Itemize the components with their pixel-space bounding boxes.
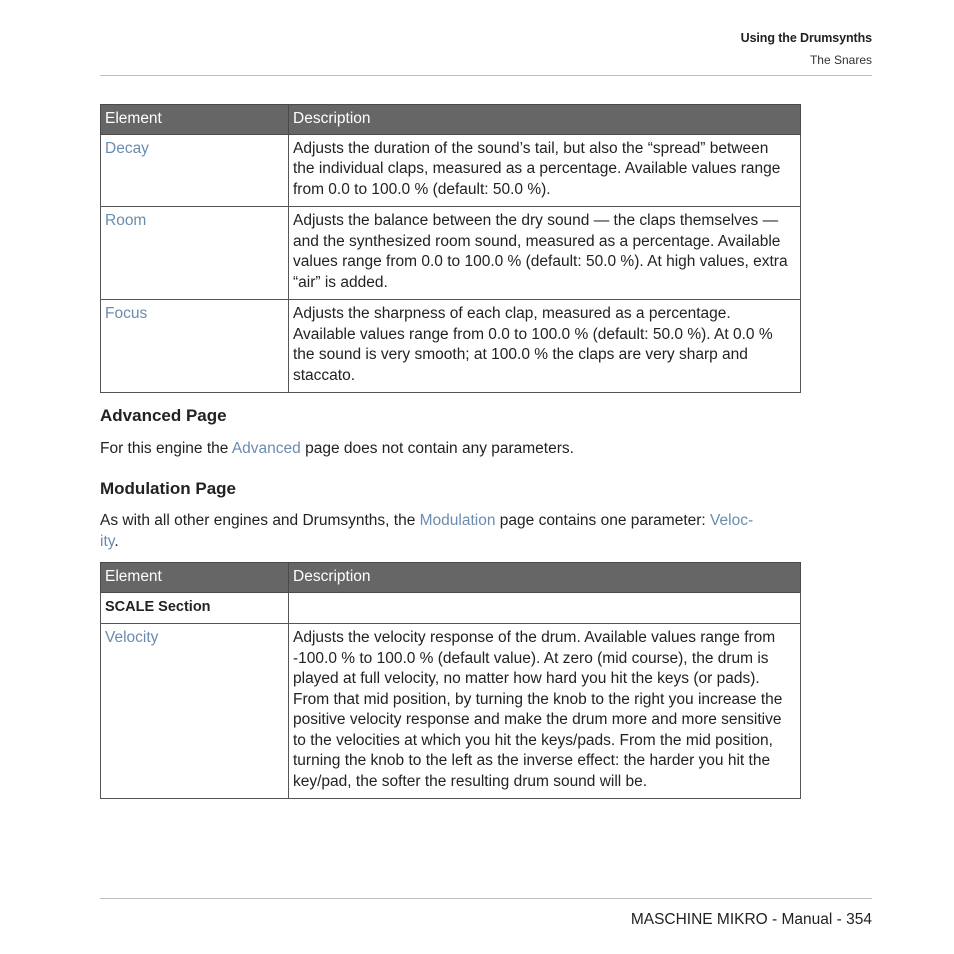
paragraph-text: page does not contain any parameters.: [300, 440, 574, 457]
table-section-row: [101, 592, 801, 624]
header-section-title: The Snares: [809, 53, 872, 67]
column-header-description: Description: [289, 563, 801, 593]
modulation-page-paragraph: [100, 511, 800, 552]
section-label: SCALE Section: [101, 592, 289, 624]
parameter-link-room[interactable]: Room: [105, 212, 147, 229]
footer-divider: [100, 898, 872, 899]
empty-cell: [289, 592, 801, 624]
parameter-link-focus[interactable]: Focus: [105, 305, 148, 322]
parameter-description: Adjusts the balance between the dry sound — the claps themselves — and the synthesized room sound, measured as a percentage. Available values range from 0.0 to 100.0 % (default: 50.0 %). At high values, extra “air” is added.: [289, 207, 801, 300]
advanced-link[interactable]: Advanced: [231, 440, 301, 457]
table-header-row: [101, 563, 801, 593]
table-row: [101, 207, 801, 300]
paragraph-text: As with all other engines and Drumsynths, the: [100, 512, 420, 529]
table-row: [101, 300, 801, 393]
parameter-description: Adjusts the velocity response of the drum. Available values range from -100.0 % to 100.0 % (default value). At zero (mid course), the drum is played at full velocity, no matter how hard you hit the keys (or pads). From that mid position, by turning the knob to the right you increase the positive velocity response and make the drum more and more sensitive to the velocities at which you hit the keys/pads. From the mid position, turning the knob to the left as the inverse effect: the harder you hit the key/pad, the softer the resulting drum sound will be.: [289, 624, 801, 799]
page-footer: MASCHINE MIKRO - Manual - 354: [630, 911, 872, 928]
parameter-table-main: [100, 104, 801, 393]
paragraph-text: For this engine the: [100, 440, 232, 457]
parameter-description: Adjusts the sharpness of each clap, measured as a percentage. Available values range from 0.0 to 100.0 % (default: 50.0 %). At 0.0 % the sound is very smooth; at 100.0 % the claps are very sharp and staccato.: [289, 300, 801, 393]
table-row: [101, 624, 801, 799]
column-header-element: Element: [101, 105, 289, 135]
velocity-link-part2[interactable]: ity: [100, 532, 115, 550]
parameter-table-modulation: [100, 562, 801, 799]
velocity-link-part1[interactable]: Veloc-: [710, 512, 754, 529]
running-header: [741, 31, 872, 67]
paragraph-text: .: [114, 532, 119, 550]
column-header-element: Element: [101, 563, 289, 593]
modulation-page-heading: Modulation Page: [100, 479, 236, 498]
table-header-row: [101, 105, 801, 135]
header-chapter-title: Using the Drumsynths: [740, 31, 872, 45]
modulation-link[interactable]: Modulation: [419, 512, 496, 529]
parameter-description: Adjusts the duration of the sound’s tail, but also the “spread” between the individual claps, measured as a percentage. Available values range from 0.0 to 100.0 % (default: 50.0 %).: [289, 134, 801, 207]
header-divider: [100, 75, 872, 76]
advanced-page-paragraph: [100, 439, 800, 460]
parameter-link-velocity[interactable]: Velocity: [105, 629, 159, 646]
parameter-link-decay[interactable]: Decay: [105, 139, 149, 157]
advanced-page-heading: Advanced Page: [100, 406, 227, 425]
table-row: [101, 134, 801, 207]
paragraph-text: page contains one parameter:: [495, 512, 711, 529]
column-header-description: Description: [289, 105, 801, 135]
